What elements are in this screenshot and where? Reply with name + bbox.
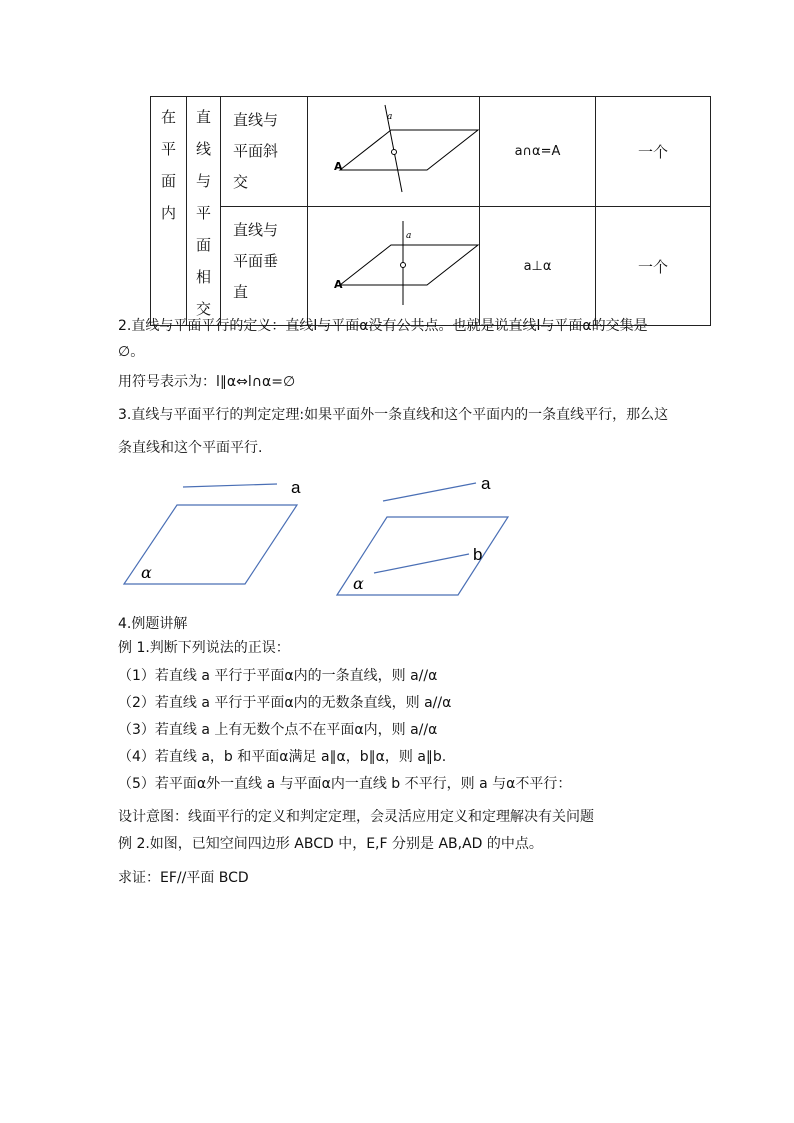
row1-count-cell bbox=[596, 97, 711, 207]
left-plane-label: α bbox=[141, 563, 152, 582]
right-line-b-label: b bbox=[473, 545, 483, 564]
right-line-b bbox=[374, 554, 469, 573]
row2-count: 一个 bbox=[637, 257, 668, 276]
example-2-text: 例 2.如图，已知空间四边形 ABCD 中，E,F 分别是 AB,AD 的中点。 bbox=[118, 836, 543, 852]
row2-notation-cell bbox=[480, 207, 596, 326]
definition-line-2: ∅。 bbox=[118, 344, 145, 360]
design-intent: 设计意图：线面平行的定义和判定定理，会灵活应用定义和定理解决有关问题 bbox=[118, 809, 594, 825]
prove-statement: 求证：EF//平面 BCD bbox=[118, 870, 249, 886]
right-plane-label: α bbox=[353, 574, 364, 593]
row2-notation: a⊥α bbox=[523, 258, 552, 274]
right-line-a-label: a bbox=[481, 474, 491, 493]
plane-shape bbox=[340, 130, 478, 170]
row1-figure-cell bbox=[308, 97, 480, 207]
row1-count: 一个 bbox=[637, 143, 668, 162]
relation-label: 直线与平面相交 bbox=[195, 108, 211, 318]
theorem-line-2: 条直线和这个平面平行. bbox=[118, 440, 263, 456]
example-1-item: （5）若平面α外一直线 a 与平面α内一直线 b 不平行，则 a 与α不平行： bbox=[118, 776, 572, 792]
theorem-line-1: 3.直线与平面平行的判定定理:如果平面外一条直线和这个平面内的一条直线平行，那么这 bbox=[118, 407, 669, 423]
example-1-item: （3）若直线 a 上有无数个点不在平面α内，则 a//α bbox=[118, 722, 438, 738]
position-label: 在平面内 bbox=[160, 108, 176, 222]
line-plane-relation-table bbox=[150, 96, 711, 326]
example-1-title: 例 1.判断下列说法的正误： bbox=[118, 640, 290, 656]
line-label: a bbox=[406, 231, 412, 242]
example-1-item: （1）若直线 a 平行于平面α内的一条直线，则 a//α bbox=[118, 668, 438, 684]
row1-notation: a∩α=A bbox=[514, 144, 561, 160]
example-1-item: （4）若直线 a，b 和平面α满足 a∥α，b∥α，则 a∥b. bbox=[118, 749, 447, 765]
parallel-theorem-figures bbox=[115, 470, 535, 605]
examples-heading: 4.例题讲解 bbox=[118, 616, 188, 632]
row2-label-cell bbox=[221, 207, 308, 326]
definition-line-1: 2.直线与平面平行的定义：直线l与平面α没有公共点。也就是说直线l与平面α的交集是 bbox=[118, 318, 648, 334]
row2-label: 直线与 平面垂 直 bbox=[233, 221, 279, 302]
row1-label: 直线与 平面斜 交 bbox=[233, 111, 279, 191]
right-line-a bbox=[383, 483, 476, 501]
left-line-a-label: a bbox=[291, 478, 301, 497]
row2-figure-cell bbox=[308, 207, 480, 326]
row1-notation-cell bbox=[480, 97, 596, 207]
left-line-a bbox=[183, 484, 277, 487]
point-label: A bbox=[334, 160, 343, 173]
symbol-notation: 用符号表示为：l∥α⇔l∩α=∅ bbox=[118, 374, 296, 390]
position-cell bbox=[151, 97, 187, 326]
row1-label-cell bbox=[221, 97, 308, 207]
oblique-intersection-figure bbox=[308, 97, 479, 201]
line-label: a bbox=[387, 112, 393, 122]
point-label: A bbox=[334, 278, 343, 292]
row2-count-cell bbox=[596, 207, 711, 326]
intersection-point bbox=[392, 150, 397, 155]
plane-shape bbox=[340, 245, 478, 285]
perpendicular-figure bbox=[308, 207, 479, 319]
intersection-point bbox=[401, 263, 406, 268]
relation-cell bbox=[187, 97, 221, 326]
example-1-item: （2）若直线 a 平行于平面α内的无数条直线，则 a//α bbox=[118, 695, 452, 711]
